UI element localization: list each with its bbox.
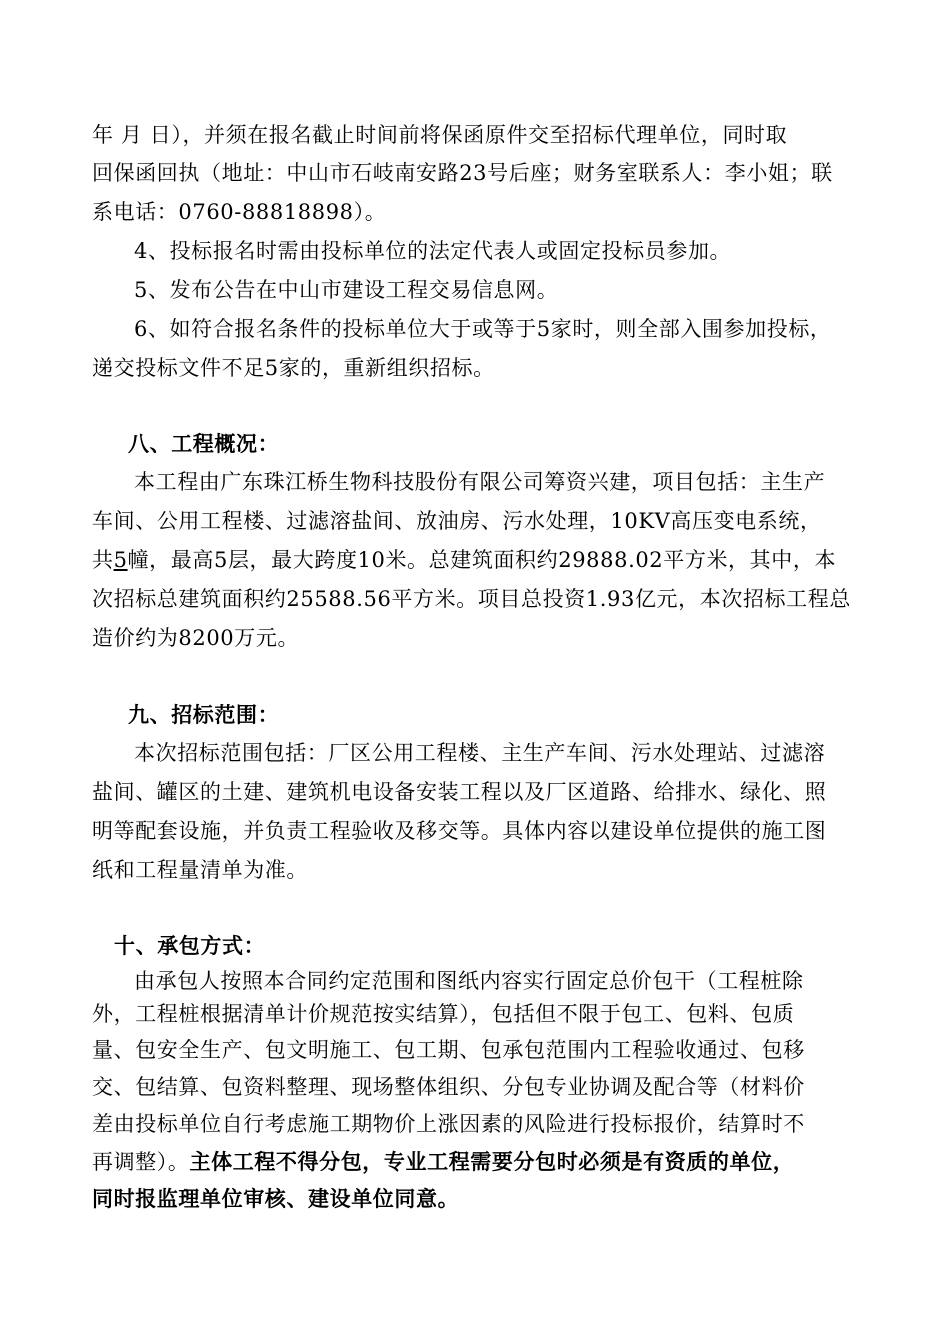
bold-clause: 主体工程不得分包，专业工程需要分包时必须是有资质的单位， bbox=[189, 1149, 795, 1174]
section-heading-contract: 十、承包方式： bbox=[114, 933, 266, 958]
paragraph-line: 明等配套设施，并负责工程验收及移交等。具体内容以建设单位提供的施工图 bbox=[92, 819, 827, 843]
list-item-4: 4、投标报名时需由投标单位的法定代表人或固定投标员参加。 bbox=[134, 239, 732, 263]
underlined-count: 5 bbox=[113, 548, 128, 572]
paragraph-line: 本次招标范围包括：厂区公用工程楼、主生产车间、污水处理站、过滤溶 bbox=[134, 741, 826, 765]
paragraph-line bbox=[92, 547, 836, 573]
paragraph-line: 外，工程桩根据清单计价规范按实结算），包括但不限于包工、包料、包质 bbox=[92, 1002, 795, 1026]
paragraph-line: 差由投标单位自行考虑施工期物价上涨因素的风险进行投标报价，结算时不 bbox=[92, 1112, 805, 1136]
paragraph-line: 纸和工程量清单为准。 bbox=[92, 858, 308, 882]
section-heading-overview: 八、工程概况： bbox=[128, 431, 280, 456]
text-segment: 共 bbox=[92, 548, 114, 572]
list-item-5: 5、发布公告在中山市建设工程交易信息网。 bbox=[134, 278, 559, 302]
paragraph-line: 造价约为8200万元。 bbox=[92, 626, 300, 650]
paragraph-line: 盐间、罐区的土建、建筑机电设备安装工程以及厂区道路、给排水、绿化、照 bbox=[92, 780, 827, 804]
paragraph-line: 本工程由广东珠江桥生物科技股份有限公司筹资兴建，项目包括：主生产 bbox=[134, 470, 826, 494]
text-segment: 再调整）。 bbox=[92, 1150, 190, 1174]
bold-clause: 同时报监理单位审核、建设单位同意。 bbox=[92, 1186, 460, 1211]
paragraph-line: 次招标总建筑面积约25588.56平方米。项目总投资1.93亿元，本次招标工程总 bbox=[92, 587, 851, 611]
paragraph-line: 回保函回执（地址：中山市石岐南安路23号后座；财务室联系人：李小姐；联 bbox=[92, 161, 833, 185]
paragraph-line: 由承包人按照本合同约定范围和图纸内容实行固定总价包干（工程桩除 bbox=[134, 969, 804, 993]
paragraph-line: 年 月 日），并须在报名截止时间前将保函原件交至招标代理单位，同时取 bbox=[92, 123, 788, 147]
paragraph-line: 车间、公用工程楼、过滤溶盐间、放油房、污水处理，10KV高压变电系统， bbox=[92, 509, 822, 533]
text-segment: 幢，最高5层，最大跨度10米。总建筑面积约29888.02平方米，其中，本 bbox=[127, 548, 837, 572]
paragraph-line: 系电话：0760-88818898）。 bbox=[92, 200, 387, 224]
section-heading-scope: 九、招标范围： bbox=[128, 702, 280, 727]
paragraph-line: 量、包安全生产、包文明施工、包工期、包承包范围内工程验收通过、包移 bbox=[92, 1038, 805, 1062]
list-item-6-continued: 递交投标文件不足5家的，重新组织招标。 bbox=[92, 356, 495, 380]
list-item-6: 6、如符合报名条件的投标单位大于或等于5家时，则全部入围参加投标， bbox=[134, 317, 832, 341]
paragraph-line bbox=[92, 1149, 794, 1175]
paragraph-line: 交、包结算、包资料整理、现场整体组织、分包专业协调及配合等（材料价 bbox=[92, 1075, 805, 1099]
